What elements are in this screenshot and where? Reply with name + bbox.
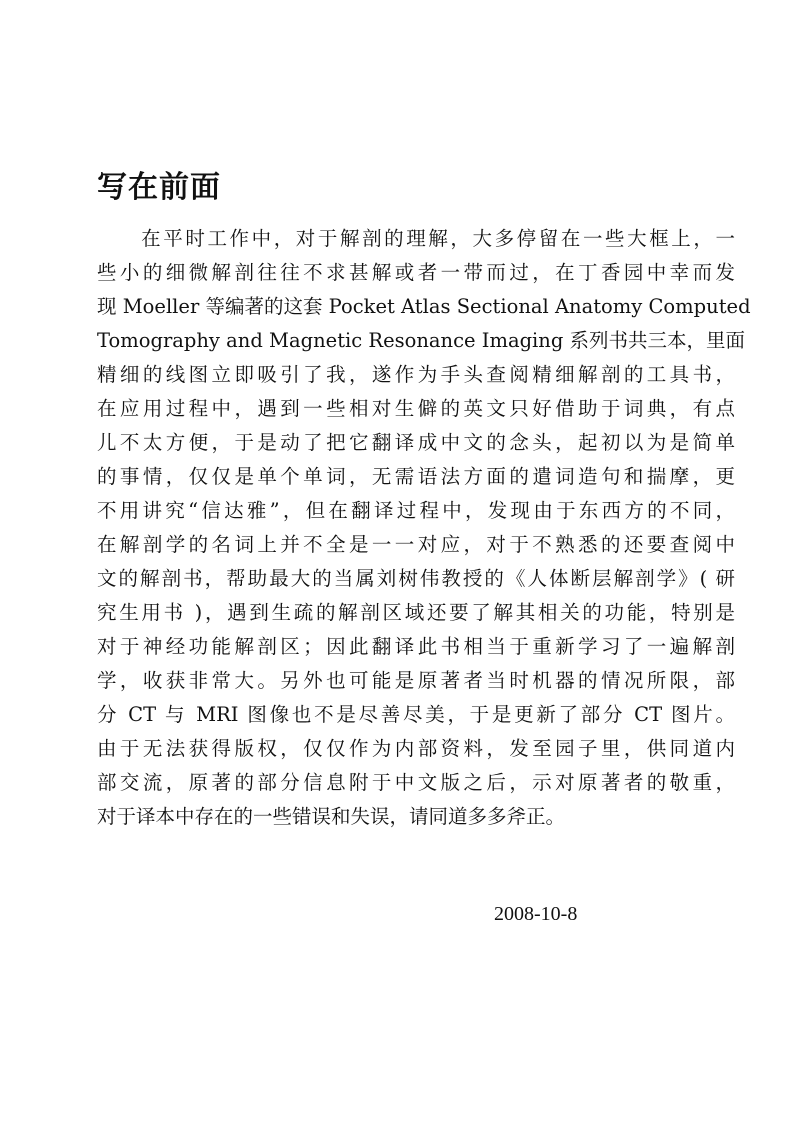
paragraph-line: 对于译本中存在的一些错误和失误，请同道多多斧正。 <box>97 805 566 828</box>
paragraph-line: 文的解剖书，帮助最大的当属刘树伟教授的《人体断层解剖学》( 研 <box>97 567 735 590</box>
paragraph-line: 由于无法获得版权，仅仅作为内部资料，发至园子里，供同道内 <box>97 737 735 760</box>
paragraph-line: 在应用过程中，遇到一些相对生僻的英文只好借助于词典，有点 <box>97 397 735 420</box>
paragraph-line: Tomography and Magnetic Resonance Imaging 系列书共三本，里面 <box>97 329 746 352</box>
paragraph-line: 究生用书 )，遇到生疏的解剖区域还要了解其相关的功能，特别是 <box>97 601 735 624</box>
preface-body <box>97 222 751 834</box>
paragraph-line: 在平时工作中，对于解剖的理解，大多停留在一些大框上，一 <box>97 227 735 250</box>
paragraph-line: 的事情，仅仅是单个单词，无需语法方面的遣词造句和揣摩，更 <box>97 465 735 488</box>
paragraph-line: 学，收获非常大。另外也可能是原著者当时机器的情况所限，部 <box>97 669 735 692</box>
page-title: 写在前面 <box>97 170 221 205</box>
paragraph-line: 些小的细微解剖往往不求甚解或者一带而过，在丁香园中幸而发 <box>97 261 735 284</box>
paragraph-line: 现 Moeller 等编著的这套 Pocket Atlas Sectional Anatomy Computed <box>97 295 751 318</box>
paragraph-line: 部交流，原著的部分信息附于中文版之后，示对原著者的敬重， <box>97 771 735 794</box>
paragraph-line: 在解剖学的名词上并不全是一一对应，对于不熟悉的还要查阅中 <box>97 533 735 556</box>
paragraph-line: 儿不太方便，于是动了把它翻译成中文的念头，起初以为是简单 <box>97 431 735 454</box>
paragraph-line: 不用讲究“信达雅”，但在翻译过程中，发现由于东西方的不同， <box>97 499 735 522</box>
paragraph-line: 精细的线图立即吸引了我，遂作为手头查阅精细解剖的工具书， <box>97 363 735 386</box>
paragraph-line: 分 CT 与 MRI 图像也不是尽善尽美，于是更新了部分 CT 图片。 <box>97 703 735 726</box>
document-date: 2008-10-8 <box>494 903 578 925</box>
paragraph-line: 对于神经功能解剖区；因此翻译此书相当于重新学习了一遍解剖 <box>97 635 735 658</box>
